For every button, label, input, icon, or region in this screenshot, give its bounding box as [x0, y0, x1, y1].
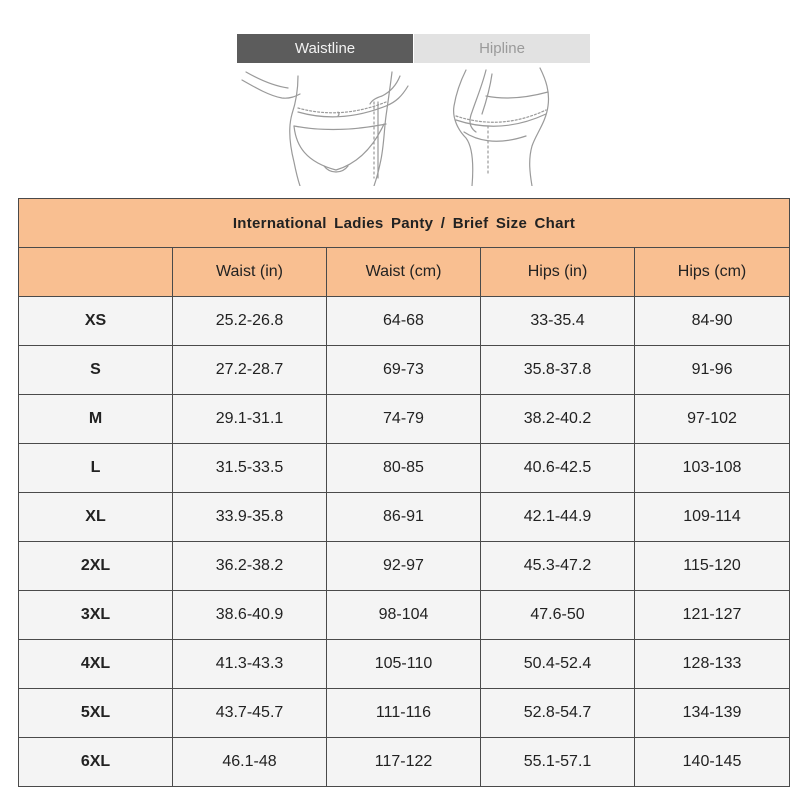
table-row — [19, 493, 790, 542]
hips-in-cell: 55.1-57.1 — [481, 738, 635, 787]
size-label: M — [19, 395, 173, 444]
size-label: 6XL — [19, 738, 173, 787]
waist-cm-cell: 105-110 — [327, 640, 481, 689]
hips-in-cell: 42.1-44.9 — [481, 493, 635, 542]
waist-in-cell: 33.9-35.8 — [173, 493, 327, 542]
table-row — [19, 297, 790, 346]
waist-in-cell: 27.2-28.7 — [173, 346, 327, 395]
hips-cm-cell: 84-90 — [635, 297, 790, 346]
hips-in-cell: 50.4-52.4 — [481, 640, 635, 689]
waist-in-cell: 41.3-43.3 — [173, 640, 327, 689]
size-label: XL — [19, 493, 173, 542]
table-row — [19, 640, 790, 689]
hips-in-cell: 40.6-42.5 — [481, 444, 635, 493]
waist-measurement-icon — [236, 66, 416, 186]
waist-in-cell: 46.1-48 — [173, 738, 327, 787]
waist-in-cell: 25.2-26.8 — [173, 297, 327, 346]
hips-cm-cell: 128-133 — [635, 640, 790, 689]
tab-hipline[interactable]: Hipline — [414, 34, 590, 63]
hips-cm-cell: 115-120 — [635, 542, 790, 591]
hips-cm-cell: 134-139 — [635, 689, 790, 738]
hips-in-cell: 45.3-47.2 — [481, 542, 635, 591]
hips-in-cell: 47.6-50 — [481, 591, 635, 640]
tab-waistline[interactable]: Waistline — [237, 34, 413, 63]
waist-cm-cell: 117-122 — [327, 738, 481, 787]
size-label: S — [19, 346, 173, 395]
table-row — [19, 542, 790, 591]
hips-in-cell: 52.8-54.7 — [481, 689, 635, 738]
size-label: 4XL — [19, 640, 173, 689]
table-row — [19, 444, 790, 493]
table-row — [19, 591, 790, 640]
waist-in-cell: 36.2-38.2 — [173, 542, 327, 591]
hips-in-cell: 33-35.4 — [481, 297, 635, 346]
size-label: 3XL — [19, 591, 173, 640]
waist-in-cell: 31.5-33.5 — [173, 444, 327, 493]
hips-cm-cell: 103-108 — [635, 444, 790, 493]
waist-cm-cell: 111-116 — [327, 689, 481, 738]
hips-cm-cell: 140-145 — [635, 738, 790, 787]
waist-cm-cell: 80-85 — [327, 444, 481, 493]
hips-cm-cell: 91-96 — [635, 346, 790, 395]
size-label: L — [19, 444, 173, 493]
waist-cm-cell: 86-91 — [327, 493, 481, 542]
hip-measurement-icon — [436, 66, 576, 186]
column-header-waist-in: Waist (in) — [173, 248, 327, 297]
waist-cm-cell: 98-104 — [327, 591, 481, 640]
column-header-hips-in: Hips (in) — [481, 248, 635, 297]
table-row — [19, 346, 790, 395]
table-row — [19, 689, 790, 738]
waist-in-cell: 29.1-31.1 — [173, 395, 327, 444]
hips-cm-cell: 97-102 — [635, 395, 790, 444]
size-label: XS — [19, 297, 173, 346]
column-header-hips-cm: Hips (cm) — [635, 248, 790, 297]
size-label: 5XL — [19, 689, 173, 738]
waist-in-cell: 38.6-40.9 — [173, 591, 327, 640]
waist-in-cell: 43.7-45.7 — [173, 689, 327, 738]
waist-cm-cell: 92-97 — [327, 542, 481, 591]
hips-in-cell: 38.2-40.2 — [481, 395, 635, 444]
table-row — [19, 738, 790, 787]
size-label: 2XL — [19, 542, 173, 591]
waist-cm-cell: 74-79 — [327, 395, 481, 444]
hips-cm-cell: 109-114 — [635, 493, 790, 542]
size-chart-table — [18, 198, 790, 787]
waist-cm-cell: 69-73 — [327, 346, 481, 395]
hips-in-cell: 35.8-37.8 — [481, 346, 635, 395]
column-header-size — [19, 248, 173, 297]
waist-cm-cell: 64-68 — [327, 297, 481, 346]
table-header-row — [19, 248, 790, 297]
column-header-waist-cm: Waist (cm) — [327, 248, 481, 297]
hips-cm-cell: 121-127 — [635, 591, 790, 640]
table-row — [19, 395, 790, 444]
table-title: International Ladies Panty / Brief Size Chart — [19, 199, 790, 248]
